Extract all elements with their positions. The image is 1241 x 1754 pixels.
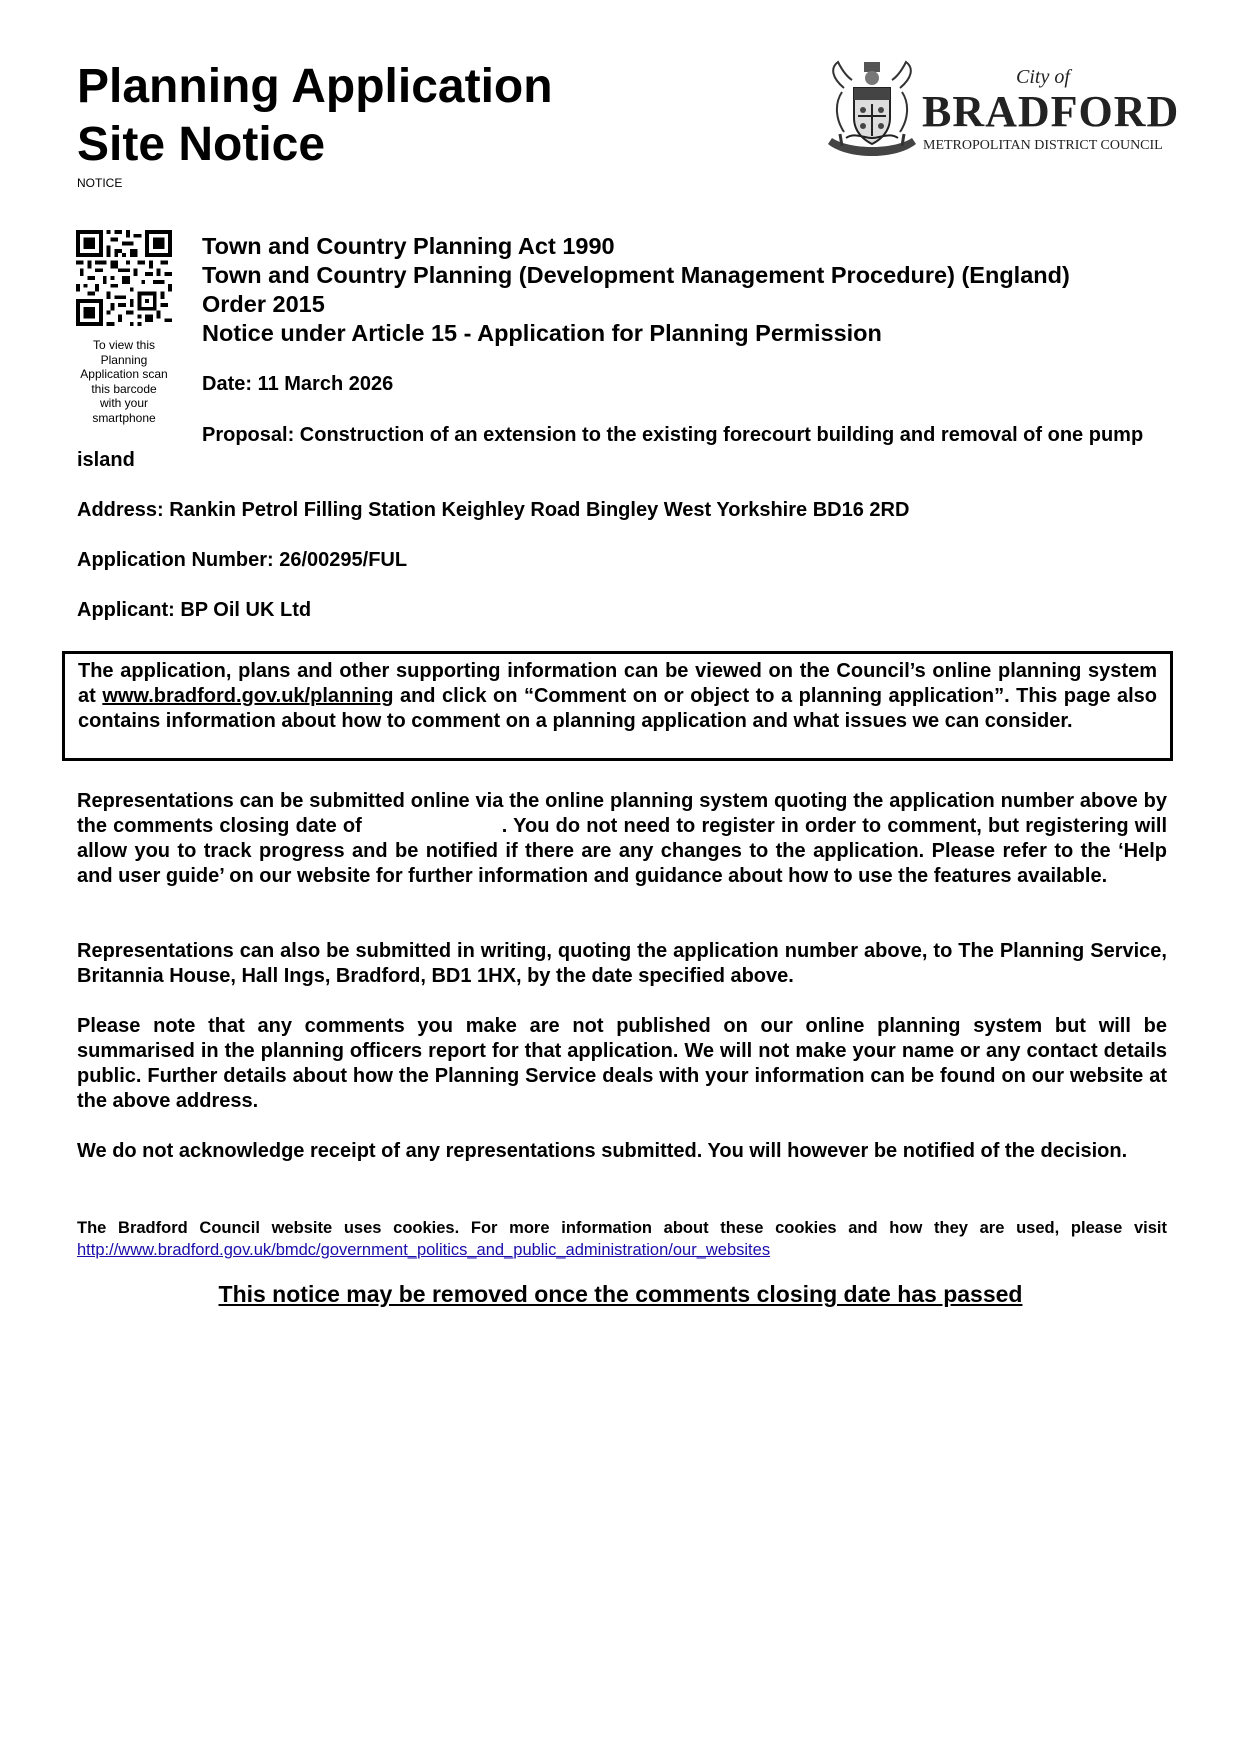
acknowledge-note-paragraph: We do not acknowledge receipt of any representations submitted. You will however be notified of the decision. bbox=[77, 1140, 1128, 1162]
comments-note-paragraph: Please note that any comments you make are not published on our online planning system but will be summarised in the planning officers report for that application. We will not make your name or any contact details public. Further details about how the Planning Service deals with your information can be found on our website at the above address. bbox=[77, 1015, 1167, 1112]
cookies-policy-link[interactable]: http://www.bradford.gov.uk/bmdc/government_politics_and_public_administration/our_websites bbox=[77, 1241, 771, 1259]
council-logo bbox=[824, 58, 1184, 162]
notice-date: Date: 11 March 2026 bbox=[202, 373, 394, 395]
representations-online-paragraph bbox=[77, 789, 1167, 889]
planning-website-link[interactable]: www.bradford.gov.uk/planning bbox=[102, 685, 394, 707]
address-text: Address: Rankin Petrol Filling Station Keighley Road Bingley West Yorkshire BD16 2RD bbox=[77, 499, 910, 521]
online-planning-info-box bbox=[62, 651, 1173, 761]
qr-caption-line: with your bbox=[99, 396, 149, 410]
removal-notice: This notice may be removed once the comments closing date has passed bbox=[218, 1281, 1023, 1307]
act-heading bbox=[202, 232, 1162, 348]
qr-caption-line: this barcode bbox=[91, 381, 157, 396]
act-line-2: Town and Country Planning (Development Management Procedure) (England) bbox=[202, 262, 1070, 288]
notice-title-block bbox=[77, 58, 777, 190]
bradford-coat-of-arms-icon bbox=[824, 58, 920, 162]
proposal-text: Proposal: Construction of an extension to the existing forecourt building and removal of one pump island bbox=[77, 424, 1144, 471]
logo-city-of: City of bbox=[1016, 66, 1070, 88]
page-title-line-1: Planning Application bbox=[77, 60, 553, 113]
representations-online-text: . You do not need to register in order to comment, but registering will allow you to track progress and be notified if there are any changes to the application. Please refer to the ‘Help and user guide’ on our website for further information and guidance about how to use the features available. bbox=[77, 815, 1168, 887]
representations-writing-paragraph: Representations can also be submitted in writing, quoting the application number above, to The Planning Service, Britannia House, Hall Ings, Bradford, BD1 1HX, by the date specified above. bbox=[77, 940, 1167, 987]
act-line-1: Town and Country Planning Act 1990 bbox=[202, 233, 615, 259]
logo-council-name: METROPOLITAN DISTRICT COUNCIL bbox=[923, 138, 1163, 153]
page-title-line-2: Site Notice bbox=[77, 118, 326, 171]
cookies-text: The Bradford Council website uses cookies. For more information about these cookies and how they are used, please visit bbox=[77, 1219, 1167, 1237]
info-box-text: The application, plans and other supporting information can be viewed on the Council’s online planning system at bbox=[78, 660, 1157, 707]
qr-caption-line: Planning bbox=[100, 352, 148, 367]
qr-caption bbox=[70, 338, 178, 425]
cookies-paragraph bbox=[77, 1217, 1167, 1261]
applicant-text: Applicant: BP Oil UK Ltd bbox=[77, 599, 312, 621]
act-line-4: Notice under Article 15 - Application for Planning Permission bbox=[202, 320, 882, 346]
qr-code-icon[interactable] bbox=[76, 230, 172, 326]
notice-tag: NOTICE bbox=[77, 176, 123, 190]
qr-caption-line: Application scan bbox=[80, 367, 168, 381]
qr-caption-line: To view this bbox=[92, 338, 156, 352]
representations-online-text: Representations can be submitted online via the online planning system quoting the application number above by the comments closing date of bbox=[77, 790, 1167, 837]
act-line-3: Order 2015 bbox=[202, 291, 325, 317]
info-box-text: and click on “Comment on or object to a planning application”. This page also contains information about how to comment on a planning application and what issues we can consider. bbox=[78, 685, 1158, 732]
logo-name: BRADFORD bbox=[922, 87, 1180, 136]
application-number: Application Number: 26/00295/FUL bbox=[77, 549, 408, 571]
qr-caption-line: smartphone bbox=[92, 410, 156, 425]
